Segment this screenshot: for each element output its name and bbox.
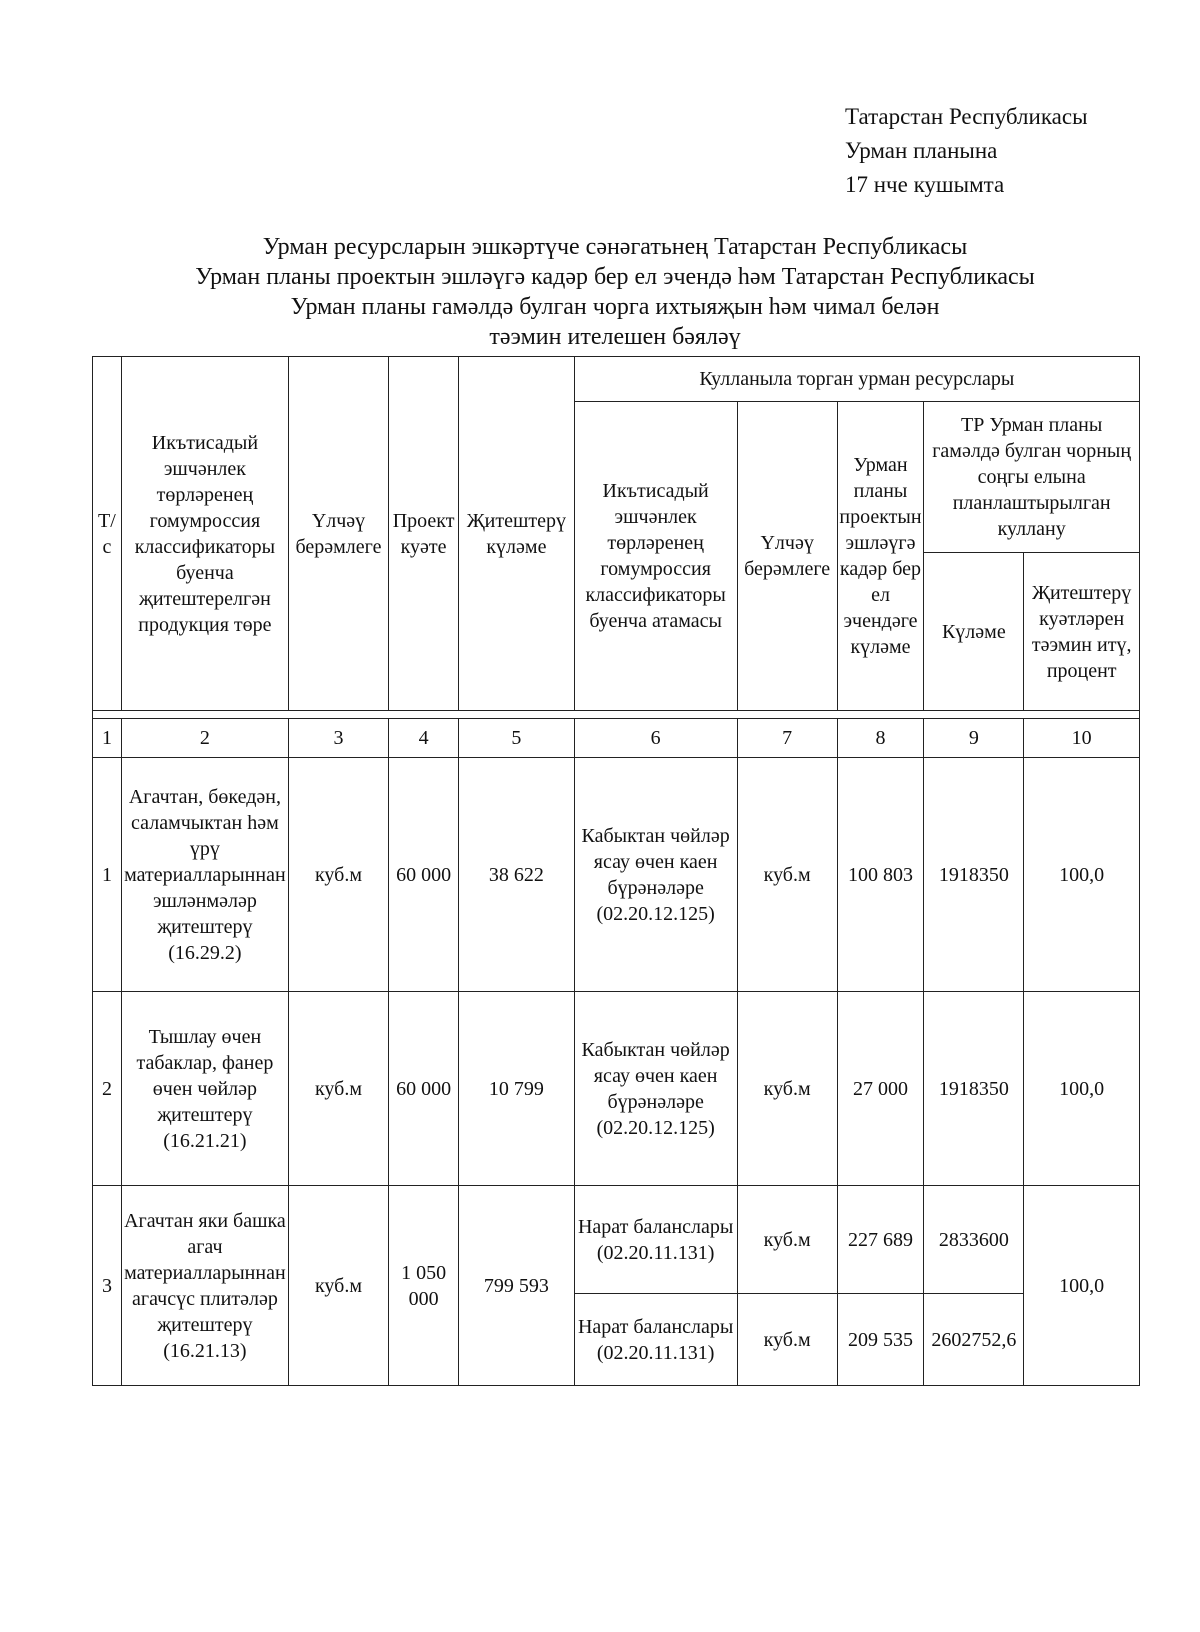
prev-volume-cell: 227 689 (837, 1186, 924, 1294)
appendix-line: 17 нче кушымта (845, 172, 1005, 197)
column-number-row (93, 719, 1140, 758)
volume-cell: 10 799 (459, 992, 575, 1186)
prev-volume-cell: 209 535 (837, 1294, 924, 1386)
header-cell: Үлчәү берәмлеге (288, 357, 388, 711)
header-cell: Үлчәү берәмлеге (737, 402, 837, 711)
resource-unit-cell: куб.м (737, 1294, 837, 1386)
column-number: 6 (574, 719, 737, 758)
title-line: Урман ресурсларын эшкәртүче сәнәгатьнең Татарстан Республикасы (262, 234, 968, 260)
capacity-cell: 1 050 000 (389, 1186, 459, 1386)
header-cell: Җитештерү күләме (459, 357, 575, 711)
column-number: 3 (288, 719, 388, 758)
column-number: 8 (837, 719, 924, 758)
resource-cell: Кабыктан чөйләр ясау өчен каен бүрәнәләре (02.20.12.125) (574, 758, 737, 992)
unit-cell: куб.м (288, 1186, 388, 1386)
table-row (93, 992, 1140, 1186)
header-row (93, 357, 1140, 402)
header-cell: Икътисадый эшчәнлек төрләренең гомумроссия классификаторы буенча җитештерелгән продукция төре (121, 357, 288, 711)
plan-volume-cell: 1918350 (924, 758, 1024, 992)
title-line: тәэмин ителешен бәяләү (489, 324, 741, 350)
plan-volume-cell: 2833600 (924, 1186, 1024, 1294)
table-row (93, 1186, 1140, 1294)
plan-volume-cell: 2602752,6 (924, 1294, 1024, 1386)
resource-unit-cell: куб.м (737, 1186, 837, 1294)
header-cell: Җитештерү куәтләрен тәэмин итү, процент (1024, 553, 1140, 711)
capacity-cell: 60 000 (389, 758, 459, 992)
column-number: 7 (737, 719, 837, 758)
document-title (90, 232, 1140, 352)
capacity-cell: 60 000 (389, 992, 459, 1186)
percent-cell: 100,0 (1024, 1186, 1140, 1386)
resource-unit-cell: куб.м (737, 758, 837, 992)
product-cell: Агачтан, бөкедән, саламчыктан һәм үрү материалларыннан эшләнмәләр җитештерү (16.29.2) (121, 758, 288, 992)
row-number: 1 (93, 758, 122, 992)
title-line: Урман планы гамәлдә булган чорга ихтыяҗын һәм чимал белән (290, 294, 940, 320)
volume-cell: 799 593 (459, 1186, 575, 1386)
title-line: Урман планы проектын эшләүгә кадәр бер ел эчендә һәм Татарстан Республикасы (195, 264, 1035, 290)
prev-volume-cell: 100 803 (837, 758, 924, 992)
appendix-line: Татарстан Республикасы (845, 104, 1088, 129)
header-group-cell: Кулланыла торган урман ресурслары (574, 357, 1139, 402)
unit-cell: куб.м (288, 992, 388, 1186)
column-number: 4 (389, 719, 459, 758)
header-spacer (93, 711, 1140, 719)
plan-volume-cell: 1918350 (924, 992, 1024, 1186)
header-cell: Урман планы проектын эшләүгә кадәр бер ел эчендәге күләме (837, 402, 924, 711)
product-cell: Тышлау өчен табаклар, фанер өчен чөйләр җитештерү (16.21.21) (121, 992, 288, 1186)
resource-cell: Нарат баланслары (02.20.11.131) (574, 1294, 737, 1386)
assessment-table (92, 356, 1140, 1386)
header-cell: Күләме (924, 553, 1024, 711)
resource-cell: Кабыктан чөйләр ясау өчен каен бүрәнәләре (02.20.12.125) (574, 992, 737, 1186)
table-row (93, 758, 1140, 992)
prev-volume-cell: 27 000 (837, 992, 924, 1186)
appendix-line: Урман планына (845, 138, 998, 163)
row-number: 2 (93, 992, 122, 1186)
volume-cell: 38 622 (459, 758, 575, 992)
appendix-note (845, 100, 1088, 202)
column-number: 9 (924, 719, 1024, 758)
column-number: 2 (121, 719, 288, 758)
header-subgroup-cell: ТР Урман планы гамәлдә булган чорның соңгы елына планлаштырылган куллану (924, 402, 1140, 553)
resource-cell: Нарат баланслары (02.20.11.131) (574, 1186, 737, 1294)
column-number: 5 (459, 719, 575, 758)
header-cell: Т/с (93, 357, 122, 711)
column-number: 10 (1024, 719, 1140, 758)
column-number: 1 (93, 719, 122, 758)
row-number: 3 (93, 1186, 122, 1386)
unit-cell: куб.м (288, 758, 388, 992)
percent-cell: 100,0 (1024, 992, 1140, 1186)
header-cell: Проект куәте (389, 357, 459, 711)
resource-unit-cell: куб.м (737, 992, 837, 1186)
percent-cell: 100,0 (1024, 758, 1140, 992)
header-cell: Икътисадый эшчәнлек төрләренең гомумроссия классификаторы буенча атамасы (574, 402, 737, 711)
product-cell: Агачтан яки башка агач материалларыннан агачсүс плитәләр җитештерү (16.21.13) (121, 1186, 288, 1386)
